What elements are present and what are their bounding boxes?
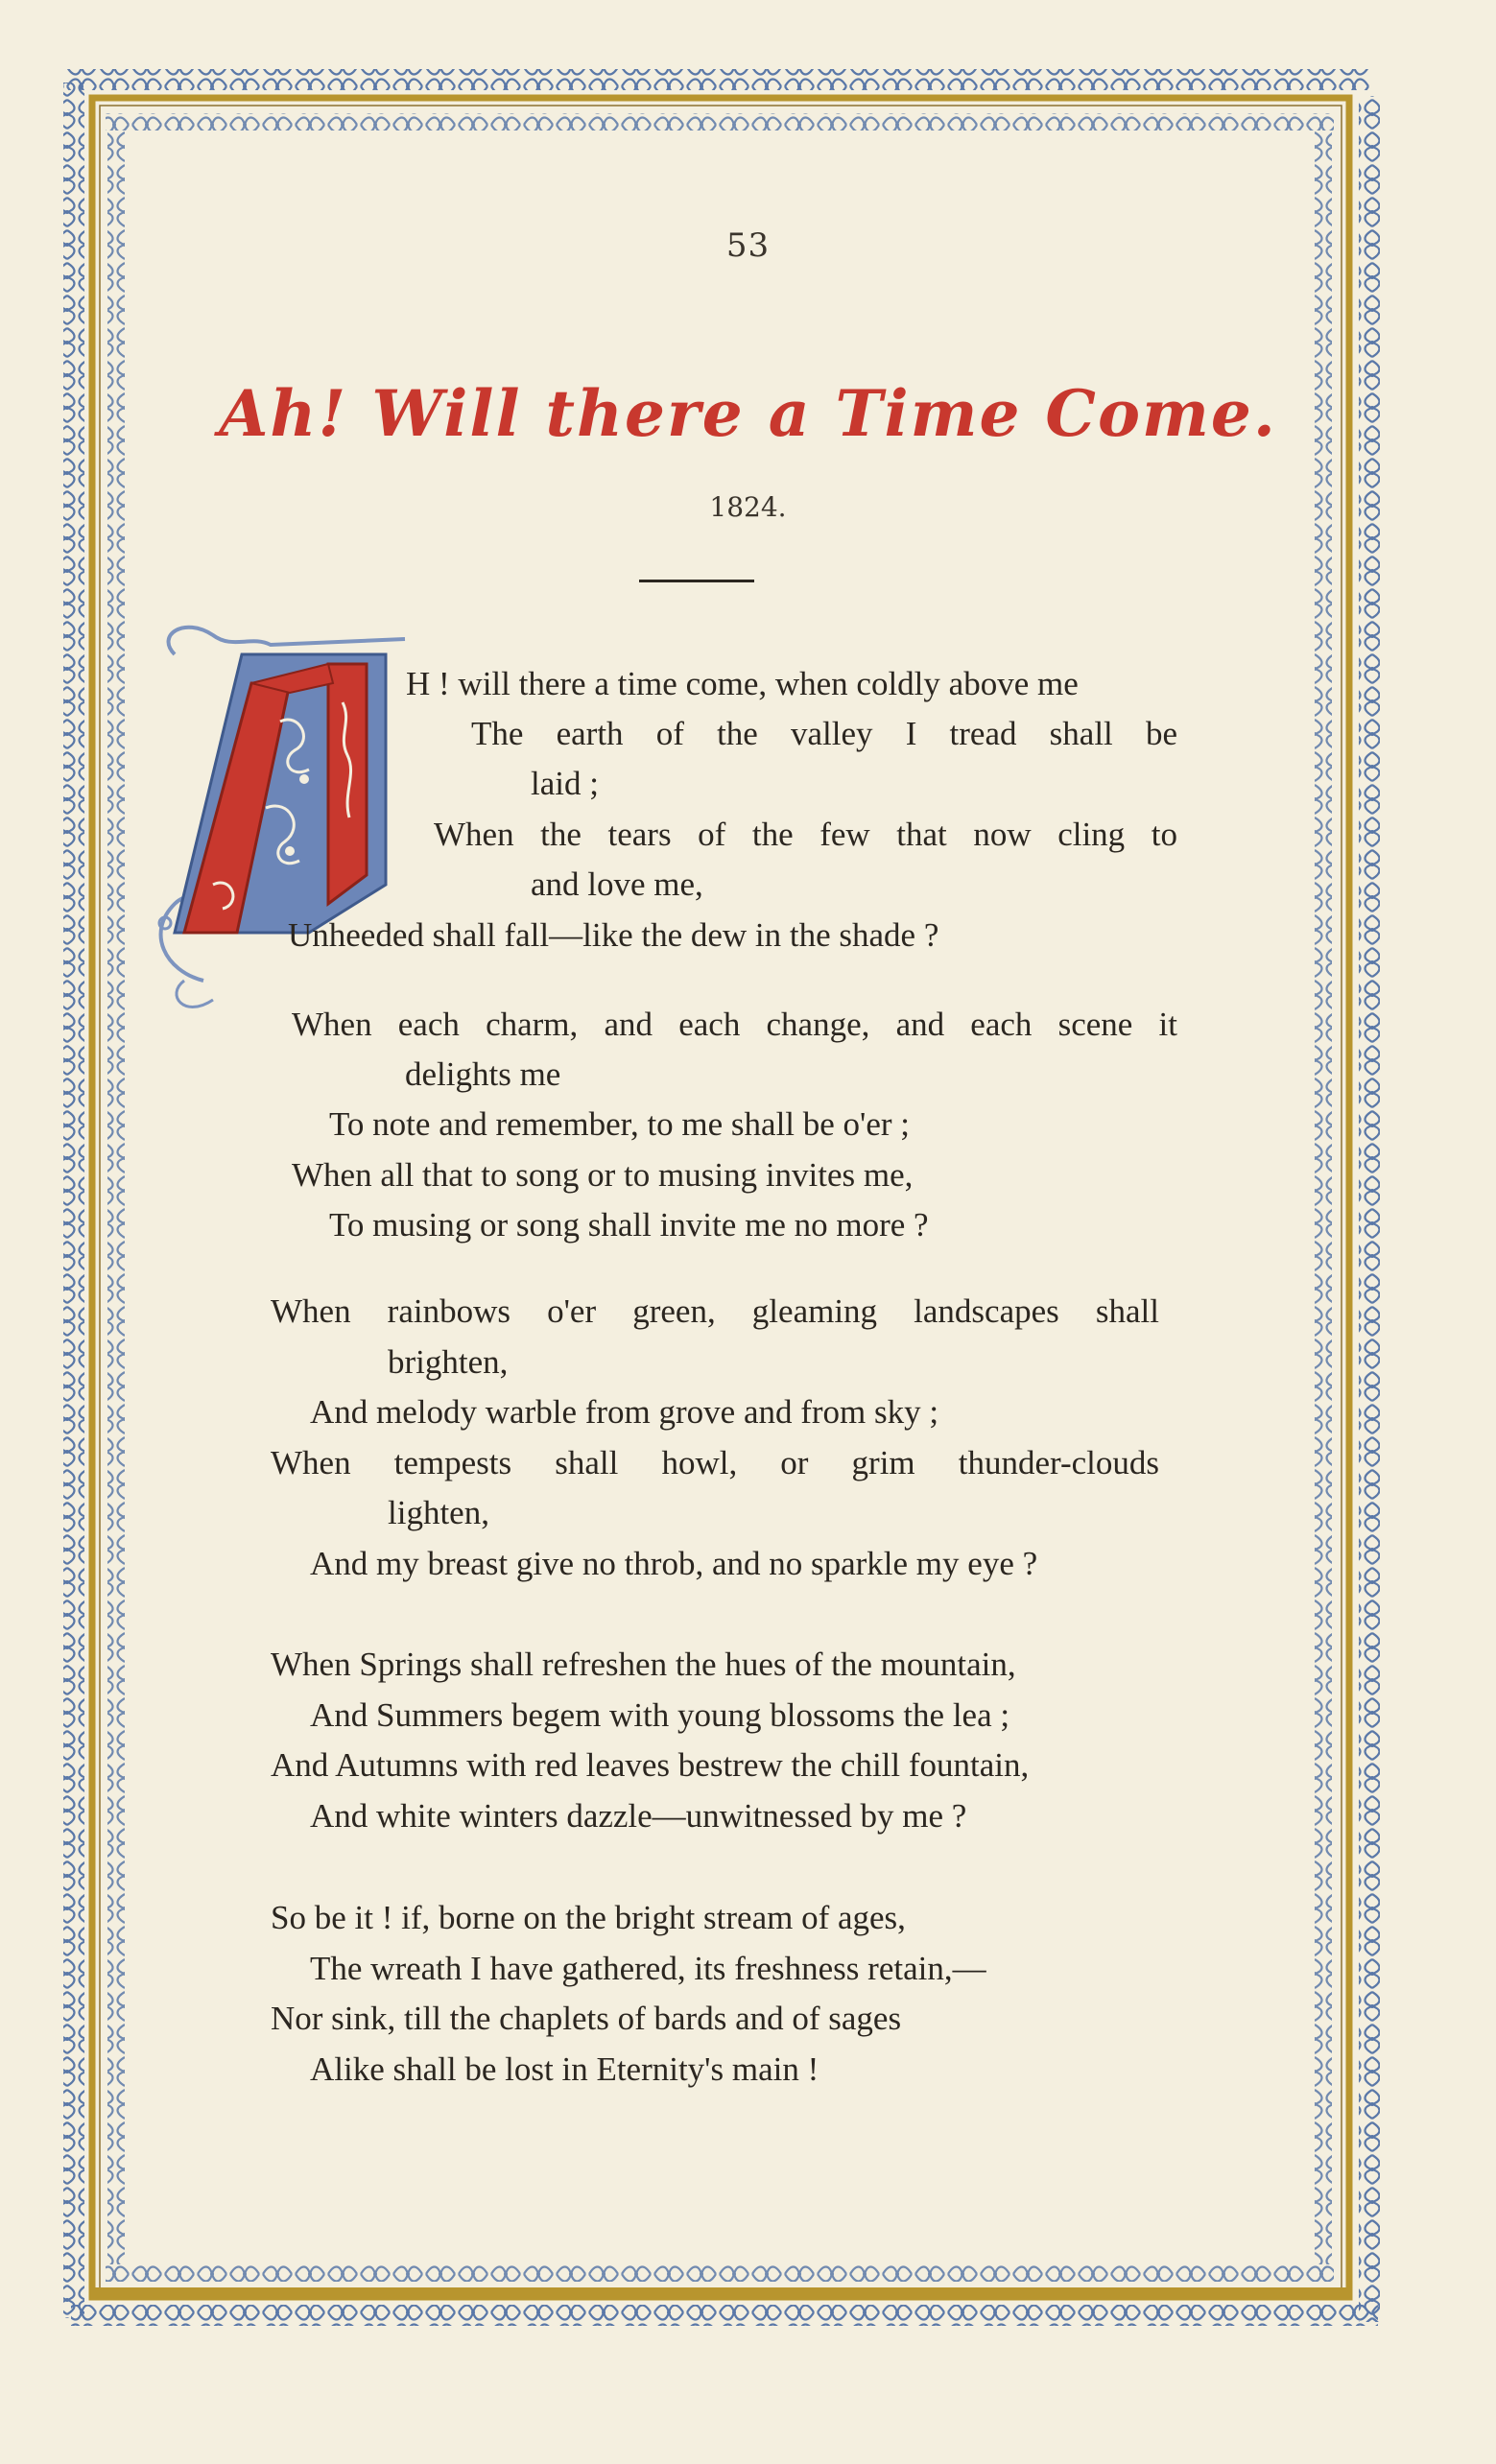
poem-line: So be it ! if, borne on the bright stream of ages, — [271, 1899, 906, 1936]
poem-line: The wreath I have gathered, its freshness retain,— — [310, 1950, 986, 1987]
poem-line: And melody warble from grove and from sky ; — [310, 1393, 939, 1431]
poem-line: When Springs shall refreshen the hues of the mountain, — [271, 1646, 1016, 1683]
poem-title: Ah! Will there a Time Come. — [219, 376, 1277, 451]
poem-line: When all that to song or to musing invites me, — [292, 1156, 914, 1194]
poem-line: Unheeded shall fall—like the dew in the shade ? — [288, 916, 939, 954]
poem-line: And Summers begem with young blossoms the lea ; — [310, 1696, 1010, 1734]
poem-line: And my breast give no throb, and no sparkle my eye ? — [310, 1545, 1038, 1582]
poem-line: When rainbows o'er green, gleaming landscapes shall — [271, 1292, 1159, 1330]
poem-line: delights me — [405, 1055, 561, 1093]
poem-line: To musing or song shall invite me no more ? — [329, 1206, 929, 1244]
illuminated-initial — [146, 616, 434, 1019]
poem-line: lighten, — [388, 1494, 489, 1531]
poem-line: When tempests shall howl, or grim thunder-clouds — [271, 1444, 1159, 1481]
poem-line: When each charm, and each change, and each scene it — [292, 1006, 1177, 1043]
page-number: 53 — [725, 226, 771, 265]
poem-line: Alike shall be lost in Eternity's main ! — [310, 2050, 819, 2088]
poem-line: And white winters dazzle—unwitnessed by me ? — [310, 1797, 967, 1835]
poem-line: and love me, — [531, 865, 703, 903]
poem-line: The earth of the valley I tread shall be — [471, 715, 1177, 752]
poem-line: Nor sink, till the chaplets of bards and of sages — [271, 2000, 902, 2037]
poem-line: When the tears of the few that now cling to — [434, 816, 1177, 853]
poem-line: To note and remember, to me shall be o'er ; — [329, 1105, 911, 1143]
poem-line: And Autumns with red leaves bestrew the chill fountain, — [271, 1746, 1030, 1784]
poem-year: 1824. — [709, 491, 787, 523]
poem-line: laid ; — [531, 765, 599, 802]
poem-line: brighten, — [388, 1343, 509, 1381]
title-divider — [639, 580, 754, 582]
poem-line: H ! will there a time come, when coldly above me — [406, 665, 1079, 702]
